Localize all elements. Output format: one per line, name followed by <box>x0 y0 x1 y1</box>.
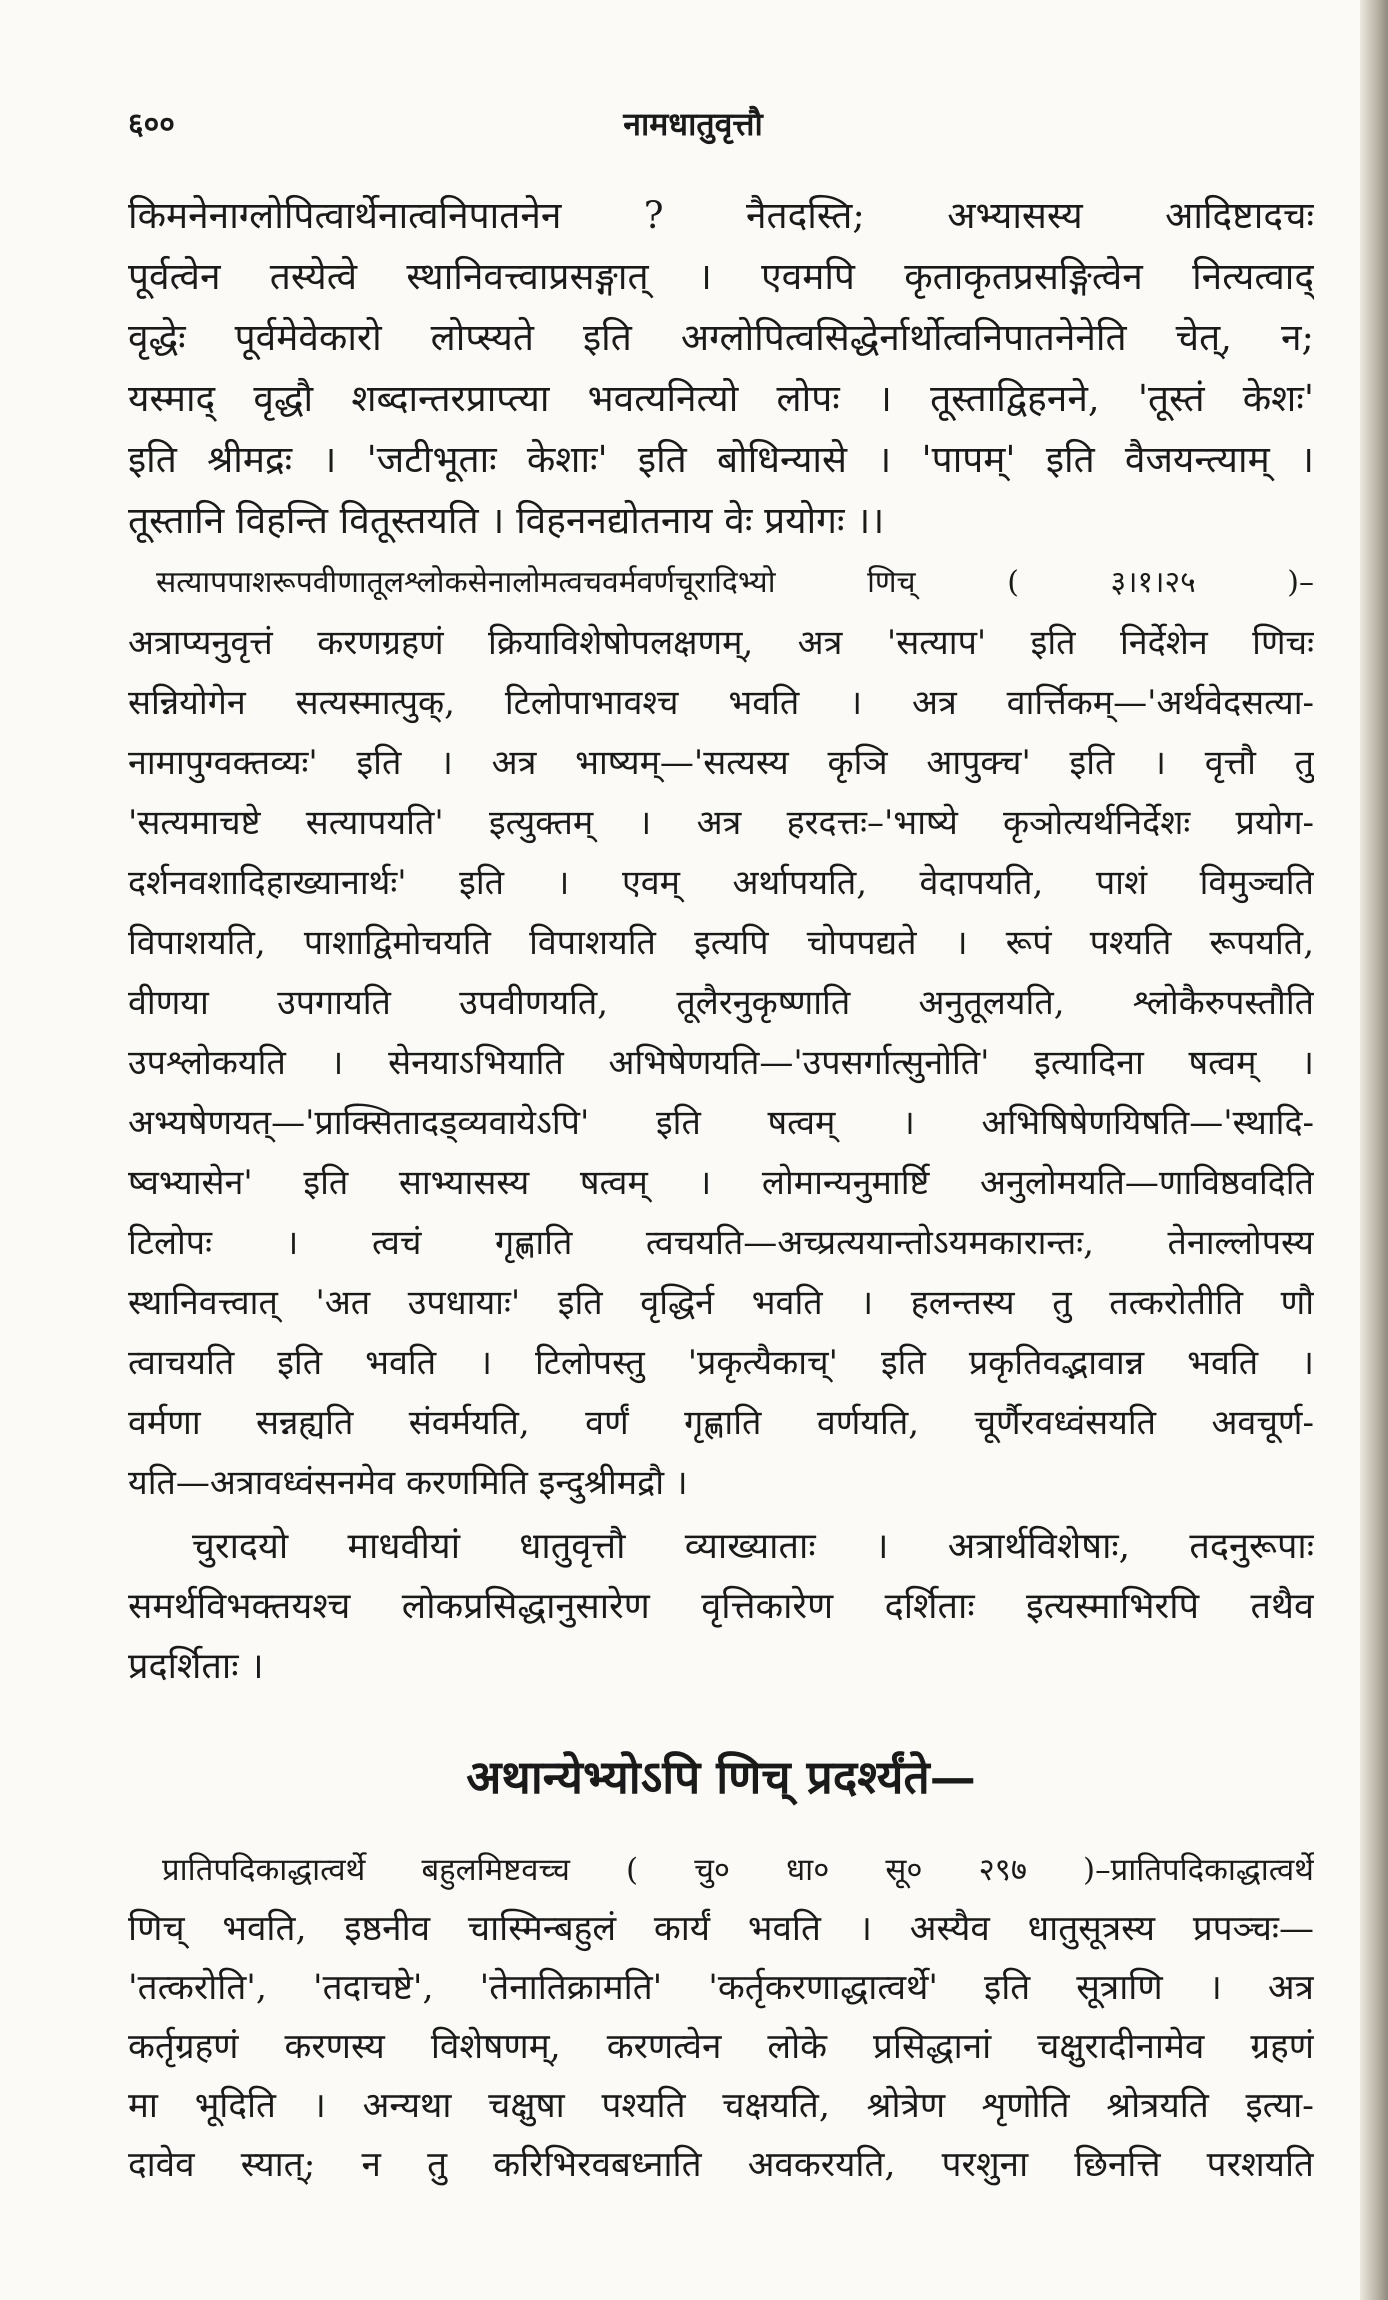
page-header <box>128 102 1258 152</box>
text-line: उपश्लोकयति । सेनयाऽभियाति अभिषेणयति—'उपसर्गात्सुनोति' इत्यादिना षत्वम् । <box>128 1043 1314 1083</box>
text-line: चुरादयो माधवीयां धातुवृत्तौ व्याख्याताः । अत्रार्थविशेषाः, तदनुरूपाः <box>192 1526 1314 1567</box>
text-line: कर्तृग्रहणं करणस्य विशेषणम्, करणत्वेन लोके प्रसिद्धानां चक्षुरादीनामेव ग्रहणं <box>128 2027 1314 2067</box>
text-line: ष्वभ्यासेन' इति साभ्यासस्य षत्वम् । लोमान्यनुमार्ष्टि अनुलोमयति—णाविष्ठवदिति <box>128 1163 1314 1203</box>
page-number: ६०० <box>128 107 175 142</box>
running-title: नामधातुवृत्तौ <box>623 105 763 143</box>
text-line: वीणया उपगायति उपवीणयति, तूलैरनुकृष्णाति अनुतूलयति, श्लोकैरुपस्तौति <box>128 983 1314 1023</box>
section-heading: अथान्येभ्योऽपि णिच् प्रदर्श्यंते— <box>466 1750 976 1804</box>
paragraph-sutra-3-1-25 <box>128 553 1314 1513</box>
text-line: यस्माद् वृद्धौ शब्दान्तरप्राप्त्या भवत्यनित्यो लोपः । तूस्ताद्विहनने, 'तूस्तं केशः' <box>128 377 1314 420</box>
text-line: इति श्रीमद्रः । 'जटीभूताः केशाः' इति बोधिन्यासे । 'पापम्' इति वैजयन्त्याम् । <box>128 438 1314 481</box>
text-line: दर्शनवशादिहाख्यानार्थः' इति । एवम् अर्थापयति, वेदापयति, पाशं विमुञ्चति <box>128 863 1314 903</box>
text-line: किमनेनाग्लोपित्वार्थेनात्वनिपातनेन ? नैतदस्ति; अभ्यासस्य आदिष्टादचः <box>128 194 1314 237</box>
sutra-line: सत्यापपाशरूपवीणातूलश्लोकसेनालोमत्वचवर्मवर्णचूरादिभ्यो णिच् ( ३।१।२५ )– <box>156 565 1314 600</box>
text-line: नामापुग्वक्तव्यः' इति । अत्र भाष्यम्—'सत्यस्य कृञि आपुक्च' इति । वृत्तौ तु <box>128 743 1314 783</box>
paragraph-curadi <box>128 1517 1314 1697</box>
text-line: त्वाचयति इति भवति । टिलोपस्तु 'प्रकृत्यैकाच्' इति प्रकृतिवद्भावान्न भवति । <box>128 1343 1314 1383</box>
text-line: अभ्यषेणयत्—'प्राक्सितादड्व्यवायेऽपि' इति षत्वम् । अभिषिषेणयिषति—'स्थादि- <box>128 1103 1314 1143</box>
page-edge-shadow <box>1360 0 1388 2300</box>
text-line: टिलोपः । त्वचं गृह्णाति त्वचयति—अच्प्रत्ययान्तोऽयमकारान्तः, तेनाल्लोपस्य <box>128 1223 1314 1263</box>
text-line: अत्राप्यनुवृत्तं करणग्रहणं क्रियाविशेषोपलक्षणम्, अत्र 'सत्याप' इति निर्देशेन णिचः <box>128 623 1314 663</box>
text-line: पूर्वत्वेन तस्येत्वे स्थानिवत्त्वाप्रसङ्गात् । एवमपि कृताकृतप्रसङ्गित्वेन नित्यत्वाद् <box>128 255 1314 298</box>
text-line: तूस्तानि विहन्ति वितूस्तयति । विहननद्योतनाय वेः प्रयोगः ।। <box>128 499 885 542</box>
text-line: सन्नियोगेन सत्यस्मात्पुक्, टिलोपाभावश्च भवति । अत्र वार्त्तिकम्—'अर्थवेदसत्या- <box>128 683 1314 723</box>
text-line: 'तत्करोति', 'तदाचष्टे', 'तेनातिक्रामति' 'कर्तृकरणाद्धात्वर्थे' इति सूत्राणि । अत्र <box>128 1968 1314 2008</box>
text-line: मा भूदिति । अन्यथा चक्षुषा पश्यति चक्षयति, श्रोत्रेण शृणोति श्रोत्रयति इत्या- <box>128 2086 1314 2126</box>
text-line: वर्मणा सन्नह्यति संवर्मयति, वर्णं गृह्णाति वर्णयति, चूर्णैरवध्वंसयति अवचूर्ण- <box>128 1403 1314 1443</box>
paragraph-continuation <box>128 185 1314 551</box>
paragraph-pratipadika <box>128 1841 1314 2195</box>
text-line: समर्थविभक्तयश्च लोकप्रसिद्धानुसारेण वृत्तिकारेण दर्शिताः इत्यस्माभिरपि तथैव <box>128 1586 1314 1627</box>
text-line: दावेव स्यात्; न तु करिभिरवबध्नाति अवकरयति, परशुना छिनत्ति परशयति <box>128 2145 1314 2185</box>
text-line: प्रदर्शिताः । <box>128 1646 264 1687</box>
text-line: वृद्धेः पूर्वमेवेकारो लोप्स्यते इति अग्लोपित्वसिद्धेर्नार्थोत्वनिपातनेनेति चेत्, न; <box>128 316 1314 359</box>
sutra-line: प्रातिपदिकाद्धात्वर्थे बहुलमिष्टवच्च ( चु० धा० सू० २९७ )–प्रातिपदिकाद्धात्वर्थे <box>162 1852 1314 1888</box>
text-line: णिच् भवति, इष्ठनीव चास्मिन्बहुलं कार्यं भवति । अस्यैव धातुसूत्रस्य प्रपञ्चः— <box>128 1909 1314 1949</box>
text-line: यति—अत्रावध्वंसनमेव करणमिति इन्दुश्रीमद्रौ । <box>128 1463 688 1503</box>
text-line: विपाशयति, पाशाद्विमोचयति विपाशयति इत्यपि चोपपद्यते । रूपं पश्यति रूपयति, <box>128 923 1314 963</box>
text-line: 'सत्यमाचष्टे सत्यापयति' इत्युक्तम् । अत्र हरदत्तः–'भाष्ये कृञोत्यर्थनिर्देशः प्रयोग- <box>128 803 1314 843</box>
text-line: स्थानिवत्त्वात् 'अत उपधायाः' इति वृद्धिर्न भवति । हलन्तस्य तु तत्करोतीति णौ <box>128 1283 1314 1323</box>
page-body <box>128 185 1314 2195</box>
